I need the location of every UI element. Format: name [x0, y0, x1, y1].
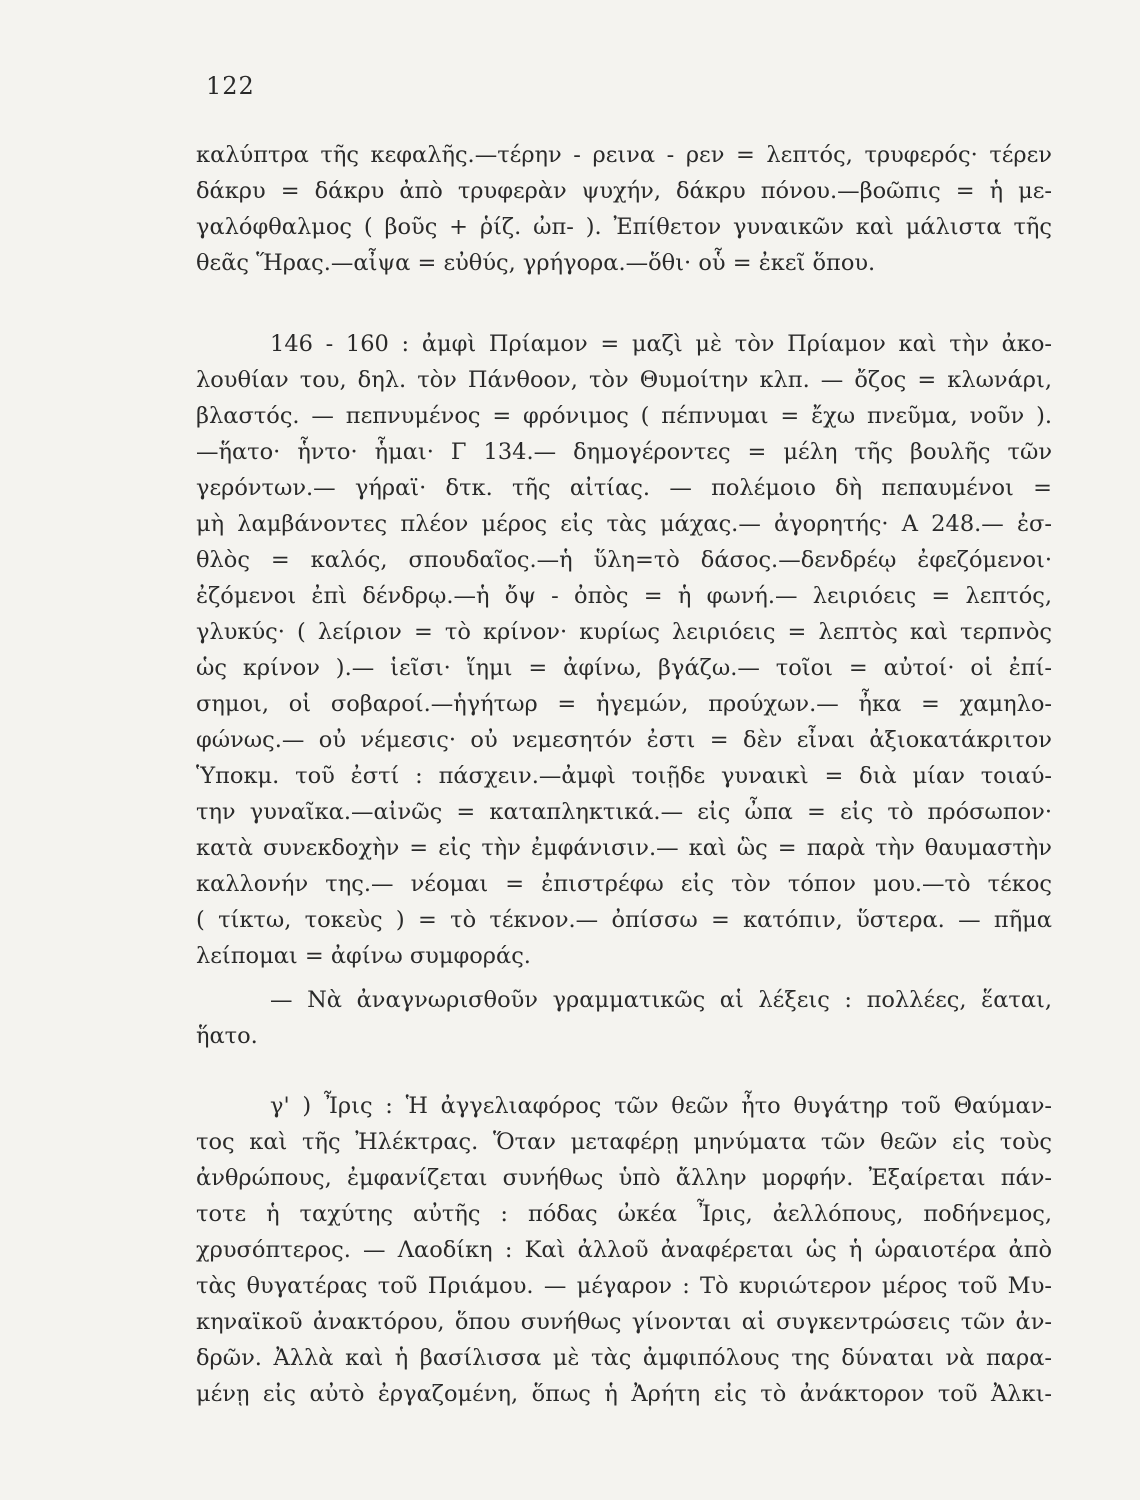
text-line: γ' ) Ἶρις : Ἡ ἀγγελιαφόρος τῶν θεῶν ἦτο θυγάτηρ τοῦ Θαύμαν-	[270, 1093, 1052, 1119]
text-line: καλλονήν της.— νέομαι = ἐπιστρέφω εἰς τὸν τόπον μου.—τὸ τέκος	[196, 871, 1052, 897]
text-line: τὰς θυγατέρας τοῦ Πριάμου. — μέγαρον : Τὸ κυριώτερον μέρος τοῦ Μυ-	[196, 1273, 1052, 1299]
text-line: ὡς κρίνον ).— ἱεῖσι· ἵημι = ἀφίνω, βγάζω.— τοῖοι = αὐτοί· οἱ ἐπί-	[196, 655, 1052, 681]
text-line: —ἥατο· ἧντο· ἧμαι· Γ 134.— δημογέροντες = μέλη τῆς βουλῆς τῶν	[196, 439, 1052, 465]
paragraph-exercise	[196, 982, 1052, 1054]
text-line: σημοι, οἱ σοβαροί.—ἡγήτωρ = ἡγεμών, προύχων.— ἦκα = χαμηλο-	[196, 691, 1052, 717]
text-line: τοτε ἡ ταχύτης αὐτῆς : πόδας ὠκέα Ἶρις, ἀελλόπους, ποδήνεμος,	[196, 1201, 1052, 1227]
text-line: 146 - 160 : ἀμφὶ Πρίαμον = μαζὶ μὲ τὸν Πρίαμον καὶ τὴν ἀκο-	[270, 331, 1052, 357]
text-line: θεᾶς Ἥρας.—αἶψα = εὐθύς, γρήγορα.—ὅθι· οὗ = ἐκεῖ ὅπου.	[196, 250, 876, 276]
text-line: μὴ λαμβάνοντες πλέον μέρος εἰς τὰς μάχας.— ἀγορητής· Α 248.— ἐσ-	[196, 511, 1052, 537]
text-line: γαλόφθαλμος ( βοῦς + ῥίζ. ὠπ- ). Ἐπίθετον γυναικῶν καὶ μάλιστα τῆς	[196, 214, 1052, 240]
text-line: γλυκύς· ( λείριον = τὸ κρίνον· κυρίως λειριόεις = λεπτὸς καὶ τερπνὸς	[196, 619, 1052, 645]
page-number: 122	[206, 72, 255, 100]
text-line: χρυσόπτερος. — Λαοδίκη : Καὶ ἀλλοῦ ἀναφέρεται ὡς ἡ ὡραιοτέρα ἀπὸ	[196, 1237, 1052, 1263]
text-line: δάκρυ = δάκρυ ἀπὸ τρυφερὰν ψυχήν, δάκρυ πόνου.—βοῶπις = ἡ με-	[196, 178, 1052, 204]
text-line: καλύπτρα τῆς κεφαλῆς.—τέρην - ρεινα - ρεν = λεπτός, τρυφερός· τέρεν	[196, 142, 1052, 168]
paragraph-iris	[196, 1088, 1052, 1412]
text-line: λείπομαι = ἀφίνω συμφοράς.	[196, 943, 531, 969]
text-line: φώνως.— οὐ νέμεσις· οὐ νεμεσητόν ἐστι = δὲν εἶναι ἀξιοκατάκριτον	[196, 727, 1052, 753]
paragraph-glossary-1	[196, 137, 1052, 281]
text-line: μένῃ εἰς αὐτὸ ἐργαζομένη, ὅπως ἡ Ἀρήτη εἰς τὸ ἀνάκτορον τοῦ Ἀλκι-	[196, 1381, 1052, 1407]
text-line: ἐζόμενοι ἐπὶ δένδρῳ.—ἡ ὄψ - ὀπὸς = ἡ φωνή.— λειριόεις = λεπτός,	[196, 583, 1052, 609]
text-line: ἀνθρώπους, ἐμφανίζεται συνήθως ὑπὸ ἄλλην μορφήν. Ἐξαίρεται πάν-	[196, 1165, 1052, 1191]
text-line: τος καὶ τῆς Ἠλέκτρας. Ὅταν μεταφέρῃ μηνύματα τῶν θεῶν εἰς τοὺς	[196, 1129, 1052, 1155]
text-line: βλαστός. — πεπνυμένος = φρόνιμος ( πέπνυμαι = ἔχω πνεῦμα, νοῦν ).	[196, 403, 1052, 429]
text-line: την γυναῖκα.—αἰνῶς = καταπληκτικά.— εἰς ὦπα = εἰς τὸ πρόσωπον·	[196, 799, 1052, 825]
text-line: γερόντων.— γήραϊ· δτκ. τῆς αἰτίας. — πολέμοιο δὴ πεπαυμένοι =	[196, 475, 1052, 501]
text-line: κατὰ συνεκδοχὴν = εἰς τὴν ἐμφάνισιν.— καὶ ὣς = παρὰ τὴν θαυμαστὴν	[196, 835, 1052, 861]
text-line: θλὸς = καλός, σπουδαῖος.—ἡ ὕλη=τὸ δάσος.—δενδρέῳ ἐφεζόμενοι·	[196, 547, 1052, 573]
text-line: λουθίαν του, δηλ. τὸν Πάνθοον, τὸν Θυμοίτην κλπ. — ὄζος = κλωνάρι,	[196, 367, 1052, 393]
text-line: δρῶν. Ἀλλὰ καὶ ἡ βασίλισσα μὲ τὰς ἀμφιπόλους της δύναται νὰ παρα-	[196, 1345, 1052, 1371]
text-line: — Νὰ ἀναγνωρισθοῦν γραμματικῶς αἱ λέξεις : πολλέες, ἕαται,	[270, 987, 1052, 1013]
text-line: Ὑποκμ. τοῦ ἐστί : πάσχειν.—ἀμφὶ τοιῇδε γυναικὶ = διὰ μίαν τοιαύ-	[196, 763, 1052, 789]
text-line: κηναϊκοῦ ἀνακτόρου, ὅπου συνήθως γίνονται αἱ συγκεντρώσεις τῶν ἀν-	[196, 1309, 1052, 1335]
text-line: ἥατο.	[196, 1023, 258, 1049]
text-line: ( τίκτω, τοκεὺς ) = τὸ τέκνον.— ὀπίσσω = κατόπιν, ὕστερα. — πῆμα	[196, 907, 1052, 933]
paragraph-glossary-146-160	[196, 326, 1052, 974]
